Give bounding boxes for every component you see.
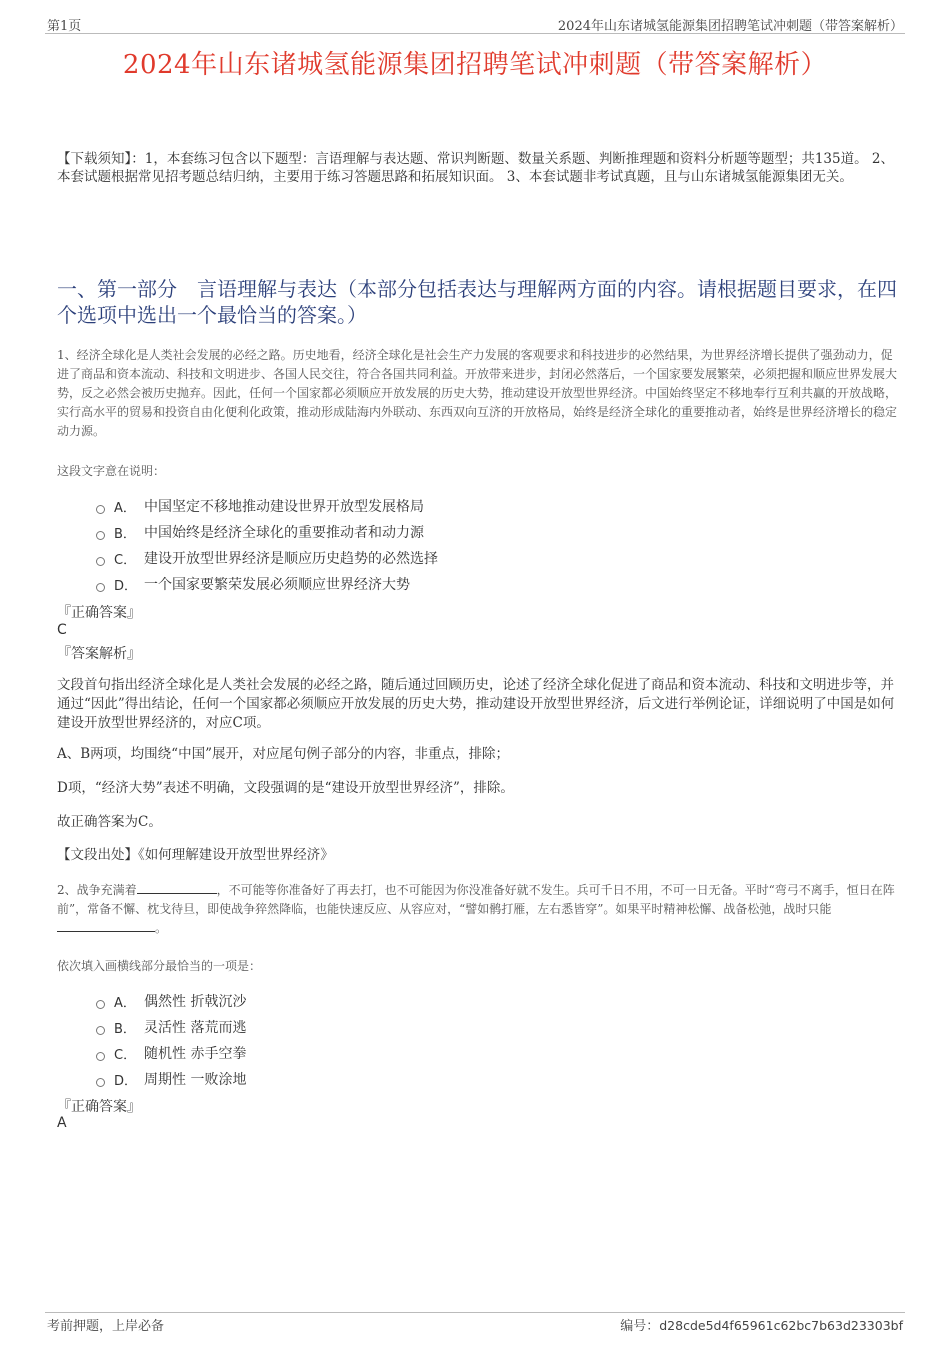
analysis-label: 『答案解析』 xyxy=(57,646,141,662)
document-code: 编号：d28cde5d4f65961c62bc7b63d23303bf xyxy=(620,1318,903,1334)
option-d[interactable]: D． 周期性 一败涂地 xyxy=(96,1066,246,1092)
section-title: 一、第一部分 言语理解与表达（本部分包括表达与理解两方面的内容。请根据题目要求，在四个选项中选出一个最恰当的答案。） xyxy=(57,277,897,327)
option-c[interactable]: C． 建设开放型世界经济是顺应历史趋势的必然选择 xyxy=(96,545,438,571)
radio-icon[interactable] xyxy=(96,1000,105,1009)
radio-icon[interactable] xyxy=(96,531,105,540)
question-1-options xyxy=(96,493,438,597)
footer-divider xyxy=(45,1312,905,1313)
question-1-text: 1、经济全球化是人类社会发展的必经之路。历史地看，经济全球化是社会生产力发展的客观要求和科技进步的必然结果，为世界经济增长提供了强劲动力，促进了商品和资本流动、科技和文明进步、各国人民交往，符合各国共同利益。开放带来进步，封闭必然落后，一个国家要发展繁荣，必须把握和顺应世界发展大势，反之必然会被历史抛弃。因此，任何一个国家都必须顺应开放发展的历史大势，推动建设开放型世界经济。中国始终坚定不移地奉行互利共赢的开放战略，实行高水平的贸易和投资自由化便利化政策，推动形成陆海内外联动、东西双向互济的开放格局，始终是经济全球化的重要推动者，始终是世界经济增长的稳定动力源。 xyxy=(57,348,898,438)
footer-slogan: 考前押题，上岸必备 xyxy=(47,1319,165,1334)
option-b[interactable]: B． 灵活性 落荒而逃 xyxy=(96,1014,246,1040)
answer-label: 『正确答案』 xyxy=(57,1099,141,1115)
passage-source: 【文段出处】《如何理解建设开放型世界经济》 xyxy=(57,847,334,863)
document-title: 2024年山东诸城氢能源集团招聘笔试冲刺题（带答案解析） xyxy=(122,50,828,80)
analysis-paragraph: 文段首句指出经济全球化是人类社会发展的必经之路，随后通过回顾历史，论述了经济全球化促进了商品和资本流动、科技和文明进步等，并通过“因此”得出结论，任何一个国家都必须顺应开放发展的历史大势，推动建设开放型世界经济，后文进行举例论证，详细说明了中国是如何建设开放型世界经济的，对应C项。 xyxy=(57,677,895,731)
radio-icon[interactable] xyxy=(96,1026,105,1035)
question-2-options xyxy=(96,988,246,1092)
header-divider xyxy=(45,33,905,34)
question-1-prompt: 这段文字意在说明： xyxy=(57,464,166,478)
question-2-text: 2、战争充满着 ，不可能等你准备好了再去打，也不可能因为你没准备好就不发生。兵可千日不用，不可一日无备。平时“弯弓不离手，恒日在阵前”，常备不懈、枕戈待旦，即使战争猝然降临，也能快速反应、从容应对，“譬如鹘打雁，左右悉皆穿”。如果平时精神松懈、战备松弛，战时只能。 xyxy=(57,883,895,935)
page-number: 第1页 xyxy=(47,19,82,34)
option-b[interactable]: B． 中国始终是经济全球化的重要推动者和动力源 xyxy=(96,519,438,545)
answer-label: 『正确答案』 xyxy=(57,605,141,621)
option-d[interactable]: D． 一个国家要繁荣发展必须顺应世界经济大势 xyxy=(96,571,438,597)
radio-icon[interactable] xyxy=(96,505,105,514)
question-2-prompt: 依次填入画横线部分最恰当的一项是： xyxy=(57,959,262,973)
radio-icon[interactable] xyxy=(96,583,105,592)
option-a[interactable]: A． 偶然性 折戟沉沙 xyxy=(96,988,246,1014)
radio-icon[interactable] xyxy=(96,1052,105,1061)
option-a[interactable]: A． 中国坚定不移地推动建设世界开放型发展格局 xyxy=(96,493,438,519)
analysis-paragraph: A、B两项，均围绕“中国”展开，对应尾句例子部分的内容，非重点，排除； xyxy=(57,746,509,762)
analysis-paragraph: D项，“经济大势”表述不明确，文段强调的是“建设开放型世界经济”，排除。 xyxy=(57,780,514,796)
correct-answer: C xyxy=(57,622,67,638)
download-notice: 【下载须知】：1，本套练习包含以下题型：言语理解与表达题、常识判断题、数量关系题、判断推理题和资料分析题等题型；共135道。 2、本套试题根据常见招考题总结归纳，主要用于练习答题思路和拓展知识面。 3、本套试题非考试真题，且与山东诸城氢能源集团无关。 xyxy=(57,151,894,185)
radio-icon[interactable] xyxy=(96,1078,105,1087)
fill-blank-2[interactable] xyxy=(57,919,155,932)
option-c[interactable]: C． 随机性 赤手空拳 xyxy=(96,1040,246,1066)
radio-icon[interactable] xyxy=(96,557,105,566)
header-doc-title: 2024年山东诸城氢能源集团招聘笔试冲刺题（带答案解析） xyxy=(557,19,903,34)
correct-answer: A xyxy=(57,1115,67,1131)
analysis-paragraph: 故正确答案为C。 xyxy=(57,814,162,830)
fill-blank-1[interactable] xyxy=(137,881,217,894)
